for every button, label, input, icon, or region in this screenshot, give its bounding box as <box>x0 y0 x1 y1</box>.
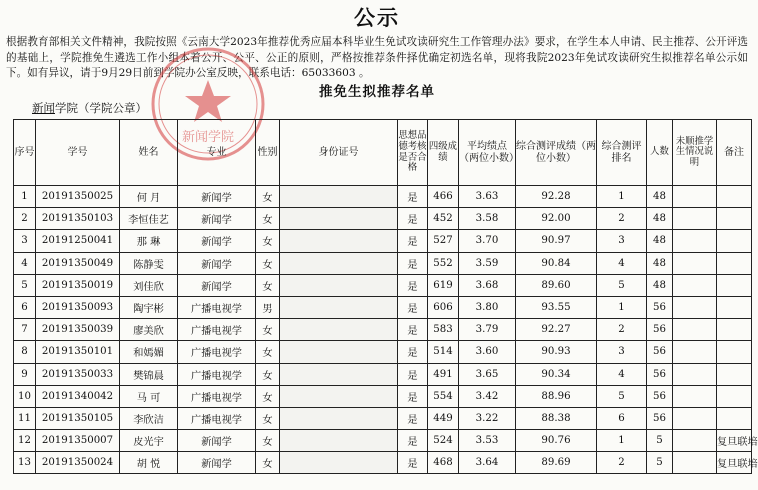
cell-name: 刘佳欣 <box>120 274 178 296</box>
cell-major: 新闻学 <box>178 208 256 230</box>
header-remark: 备注 <box>717 120 752 186</box>
cell-student-id: 20191350049 <box>36 252 120 274</box>
cell-moral: 是 <box>398 296 428 318</box>
cell-rank: 5 <box>597 385 647 407</box>
cell-count: 48 <box>647 208 673 230</box>
cell-name: 何 月 <box>120 186 178 208</box>
cell-rank: 2 <box>597 208 647 230</box>
cell-gpa: 3.58 <box>459 208 516 230</box>
cell-count: 56 <box>647 385 673 407</box>
table-row <box>14 208 752 230</box>
cell-name: 李欣洁 <box>120 407 178 429</box>
cell-score: 92.27 <box>516 319 597 341</box>
header-id-card: 身份证号 <box>280 120 398 186</box>
cell-note <box>673 407 717 429</box>
header-no: 序号 <box>14 120 36 186</box>
header-cet4: 四级成绩 <box>428 120 459 186</box>
cell-note <box>673 296 717 318</box>
cell-score: 88.96 <box>516 385 597 407</box>
cell-remark: 复旦联培 <box>717 452 752 474</box>
cell-count: 5 <box>647 452 673 474</box>
cell-remark <box>717 296 752 318</box>
cell-note <box>673 230 717 252</box>
table-row <box>14 274 752 296</box>
cell-major: 新闻学 <box>178 230 256 252</box>
cell-cet4: 468 <box>428 452 459 474</box>
cell-cet4: 527 <box>428 230 459 252</box>
cell-no: 11 <box>14 407 36 429</box>
college-suffix: 学院（学院公章） <box>55 101 147 115</box>
cell-moral: 是 <box>398 430 428 452</box>
cell-count: 48 <box>647 274 673 296</box>
cell-remark <box>717 341 752 363</box>
cell-gpa: 3.22 <box>459 407 516 429</box>
cell-gpa: 3.79 <box>459 319 516 341</box>
cell-cet4: 466 <box>428 186 459 208</box>
cell-gender: 女 <box>256 430 280 452</box>
table-row <box>14 319 752 341</box>
list-title: 推免生拟推荐名单 <box>319 84 435 100</box>
cell-student-id: 20191250041 <box>36 230 120 252</box>
table-row <box>14 252 752 274</box>
cell-score: 89.60 <box>516 274 597 296</box>
header-count: 人数 <box>647 120 673 186</box>
cell-gpa: 3.60 <box>459 341 516 363</box>
cell-note <box>673 430 717 452</box>
cell-cet4: 583 <box>428 319 459 341</box>
header-student-id: 学号 <box>36 120 120 186</box>
cell-gpa: 3.80 <box>459 296 516 318</box>
cell-student-id: 20191350103 <box>36 208 120 230</box>
cell-name: 马 可 <box>120 385 178 407</box>
cell-no: 6 <box>14 296 36 318</box>
table-row <box>14 452 752 474</box>
notice-paragraph: 根据教育部相关文件精神，我院按照《云南大学2023年推荐优秀应届本科毕业生免试攻读研究生工作管理办法》要求，在学生本人申请、民主推荐、公开评选的基础上，学院推免生遴选工作小组本着公开、公平、公正的原则，严格按推荐条件择优确定初选名单，现将我院2023年免试攻读研究生拟推荐名单公示如下。如有异议，请于9月29日前到学院办公室反映，联系电话：65033603 。 <box>6 36 748 80</box>
cell-student-id: 20191340042 <box>36 385 120 407</box>
cell-id-card <box>280 230 398 252</box>
cell-count: 48 <box>647 186 673 208</box>
cell-rank: 3 <box>597 341 647 363</box>
cell-no: 12 <box>14 430 36 452</box>
cell-major: 广播电视学 <box>178 341 256 363</box>
cell-score: 90.84 <box>516 252 597 274</box>
cell-moral: 是 <box>398 341 428 363</box>
table-header-row <box>14 120 752 186</box>
cell-gender: 女 <box>256 363 280 385</box>
cell-id-card <box>280 363 398 385</box>
header-gpa: 平均绩点（两位小数） <box>459 120 516 186</box>
cell-name: 那 琳 <box>120 230 178 252</box>
cell-remark: 复旦联培 <box>717 430 752 452</box>
cell-gender: 女 <box>256 252 280 274</box>
cell-score: 90.97 <box>516 230 597 252</box>
cell-cet4: 514 <box>428 341 459 363</box>
cell-gpa: 3.70 <box>459 230 516 252</box>
college-line <box>32 100 147 116</box>
table-row <box>14 430 752 452</box>
cell-name: 李恒佳艺 <box>120 208 178 230</box>
cell-student-id: 20191350033 <box>36 363 120 385</box>
cell-moral: 是 <box>398 230 428 252</box>
cell-count: 56 <box>647 341 673 363</box>
cell-gender: 女 <box>256 319 280 341</box>
cell-student-id: 20191350101 <box>36 341 120 363</box>
cell-cet4: 491 <box>428 363 459 385</box>
cell-no: 1 <box>14 186 36 208</box>
cell-student-id: 20191350024 <box>36 452 120 474</box>
header-score: 综合测评成绩（两位小数） <box>516 120 597 186</box>
cell-id-card <box>280 452 398 474</box>
cell-rank: 1 <box>597 296 647 318</box>
cell-count: 56 <box>647 296 673 318</box>
cell-cet4: 524 <box>428 430 459 452</box>
cell-gender: 女 <box>256 274 280 296</box>
cell-gender: 女 <box>256 186 280 208</box>
cell-no: 13 <box>14 452 36 474</box>
cell-no: 3 <box>14 230 36 252</box>
cell-student-id: 20191350007 <box>36 430 120 452</box>
cell-score: 88.38 <box>516 407 597 429</box>
cell-major: 广播电视学 <box>178 407 256 429</box>
cell-major: 新闻学 <box>178 274 256 296</box>
cell-note <box>673 452 717 474</box>
table-row <box>14 363 752 385</box>
cell-id-card <box>280 430 398 452</box>
cell-gpa: 3.53 <box>459 430 516 452</box>
cell-cet4: 554 <box>428 385 459 407</box>
cell-id-card <box>280 385 398 407</box>
cell-gpa: 3.65 <box>459 363 516 385</box>
cell-id-card <box>280 319 398 341</box>
cell-remark <box>717 385 752 407</box>
cell-moral: 是 <box>398 252 428 274</box>
table-row <box>14 407 752 429</box>
cell-note <box>673 274 717 296</box>
notice-title: 公示 <box>354 5 400 30</box>
cell-rank: 6 <box>597 407 647 429</box>
recommendation-table <box>13 119 758 474</box>
cell-id-card <box>280 274 398 296</box>
cell-moral: 是 <box>398 319 428 341</box>
cell-note <box>673 319 717 341</box>
cell-note <box>673 341 717 363</box>
cell-remark <box>717 208 752 230</box>
cell-gender: 男 <box>256 296 280 318</box>
cell-gender: 女 <box>256 407 280 429</box>
cell-major: 新闻学 <box>178 186 256 208</box>
cell-rank: 1 <box>597 430 647 452</box>
cell-gpa: 3.59 <box>459 252 516 274</box>
seal-text: 新闻学院 <box>181 130 235 145</box>
cell-count: 5 <box>647 430 673 452</box>
table-row <box>14 341 752 363</box>
college-name: 新闻 <box>32 101 55 115</box>
cell-remark <box>717 186 752 208</box>
cell-no: 10 <box>14 385 36 407</box>
cell-remark <box>717 363 752 385</box>
cell-score: 90.34 <box>516 363 597 385</box>
table-row <box>14 186 752 208</box>
header-moral: 思想品德考核是否合格 <box>398 120 428 186</box>
cell-score: 89.69 <box>516 452 597 474</box>
cell-moral: 是 <box>398 274 428 296</box>
cell-major: 新闻学 <box>178 252 256 274</box>
cell-major: 广播电视学 <box>178 296 256 318</box>
cell-score: 93.55 <box>516 296 597 318</box>
cell-rank: 4 <box>597 363 647 385</box>
cell-rank: 5 <box>597 274 647 296</box>
cell-note <box>673 186 717 208</box>
cell-id-card <box>280 296 398 318</box>
cell-gpa: 3.64 <box>459 452 516 474</box>
cell-id-card <box>280 407 398 429</box>
cell-gender: 女 <box>256 452 280 474</box>
cell-cet4: 606 <box>428 296 459 318</box>
cell-remark <box>717 319 752 341</box>
cell-no: 7 <box>14 319 36 341</box>
cell-moral: 是 <box>398 407 428 429</box>
cell-id-card <box>280 341 398 363</box>
cell-remark <box>717 274 752 296</box>
cell-no: 4 <box>14 252 36 274</box>
cell-major: 新闻学 <box>178 452 256 474</box>
cell-gender: 女 <box>256 230 280 252</box>
cell-cet4: 552 <box>428 252 459 274</box>
cell-major: 广播电视学 <box>178 363 256 385</box>
cell-name: 廖美欣 <box>120 319 178 341</box>
cell-count: 56 <box>647 319 673 341</box>
cell-major: 广播电视学 <box>178 319 256 341</box>
cell-name: 陈静雯 <box>120 252 178 274</box>
cell-student-id: 20191350105 <box>36 407 120 429</box>
cell-gpa: 3.63 <box>459 186 516 208</box>
cell-rank: 2 <box>597 319 647 341</box>
cell-moral: 是 <box>398 186 428 208</box>
header-note: 未顺推学生情况说明 <box>673 120 717 186</box>
cell-rank: 4 <box>597 252 647 274</box>
cell-moral: 是 <box>398 385 428 407</box>
cell-rank: 2 <box>597 452 647 474</box>
cell-name: 樊锦晨 <box>120 363 178 385</box>
cell-remark <box>717 230 752 252</box>
cell-student-id: 20191350019 <box>36 274 120 296</box>
cell-moral: 是 <box>398 208 428 230</box>
cell-student-id: 20191350093 <box>36 296 120 318</box>
table-row <box>14 296 752 318</box>
cell-name: 和嫣媚 <box>120 341 178 363</box>
header-rank: 综合测评排名 <box>597 120 647 186</box>
cell-rank: 1 <box>597 186 647 208</box>
cell-gender: 女 <box>256 208 280 230</box>
cell-no: 8 <box>14 341 36 363</box>
header-major: 专业 <box>178 120 256 186</box>
cell-name: 陶宇彬 <box>120 296 178 318</box>
cell-cet4: 452 <box>428 208 459 230</box>
cell-no: 9 <box>14 363 36 385</box>
cell-remark <box>717 407 752 429</box>
cell-score: 90.93 <box>516 341 597 363</box>
cell-no: 2 <box>14 208 36 230</box>
cell-no: 5 <box>14 274 36 296</box>
cell-score: 92.28 <box>516 186 597 208</box>
cell-count: 56 <box>647 363 673 385</box>
cell-gpa: 3.42 <box>459 385 516 407</box>
cell-count: 48 <box>647 252 673 274</box>
cell-gender: 女 <box>256 385 280 407</box>
cell-cet4: 449 <box>428 407 459 429</box>
cell-note <box>673 252 717 274</box>
cell-note <box>673 208 717 230</box>
cell-student-id: 20191350039 <box>36 319 120 341</box>
cell-note <box>673 385 717 407</box>
table-row <box>14 385 752 407</box>
cell-gender: 女 <box>256 341 280 363</box>
table-row <box>14 230 752 252</box>
header-name: 姓名 <box>120 120 178 186</box>
cell-id-card <box>280 186 398 208</box>
cell-score: 92.00 <box>516 208 597 230</box>
cell-student-id: 20191350025 <box>36 186 120 208</box>
cell-score: 90.76 <box>516 430 597 452</box>
cell-moral: 是 <box>398 363 428 385</box>
cell-major: 广播电视学 <box>178 385 256 407</box>
cell-count: 56 <box>647 407 673 429</box>
cell-major: 新闻学 <box>178 430 256 452</box>
cell-remark <box>717 252 752 274</box>
cell-gpa: 3.68 <box>459 274 516 296</box>
cell-count: 48 <box>647 230 673 252</box>
cell-name: 皮光宇 <box>120 430 178 452</box>
cell-cet4: 619 <box>428 274 459 296</box>
cell-name: 胡 悦 <box>120 452 178 474</box>
cell-rank: 3 <box>597 230 647 252</box>
cell-note <box>673 363 717 385</box>
header-gender: 性别 <box>256 120 280 186</box>
cell-id-card <box>280 252 398 274</box>
cell-moral: 是 <box>398 452 428 474</box>
cell-id-card <box>280 208 398 230</box>
